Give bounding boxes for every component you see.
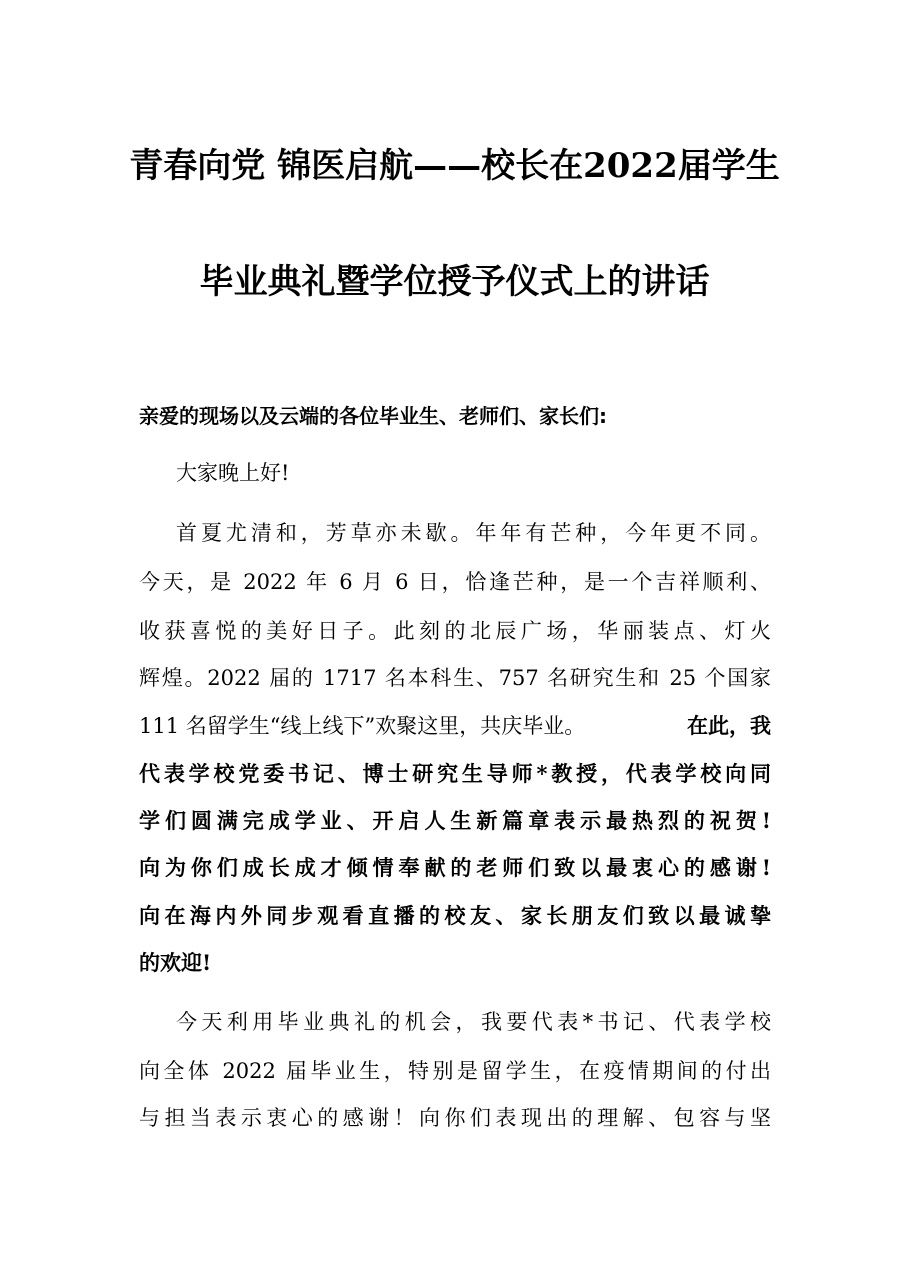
paragraph-1-line-4: 辉煌。2022 届的 1717 名本科生、757 名研究生和 25 个国家 — [139, 666, 771, 690]
paragraph-2-line-3: 与担当表示衷心的感谢！向你们表现出的理解、包容与坚 — [139, 1106, 771, 1130]
document-title-line-1: 青春向党 锦医启航——校长在2022届学生 — [129, 146, 780, 186]
paragraph-2-line-1: 今天利用毕业典礼的机会，我要代表*书记、代表学校 — [176, 1010, 771, 1034]
salutation: 亲爱的现场以及云端的各位毕业生、老师们、家长们: — [139, 404, 607, 428]
paragraph-1-line-8: 向为你们成长成才倾情奉献的老师们致以最衷心的感谢! — [139, 855, 771, 880]
paragraph-2-line-2: 向全体 2022 届毕业生，特别是留学生，在疫情期间的付出 — [139, 1059, 771, 1083]
paragraph-1-line-3: 收获喜悦的美好日子。此刻的北辰广场，华丽装点、灯火 — [139, 619, 771, 643]
paragraph-1-line-7: 学们圆满完成学业、开启人生新篇章表示最热烈的祝贺! — [139, 808, 771, 833]
paragraph-1-line-9: 向在海内外同步观看直播的校友、家长朋友们致以最诚挚 — [139, 903, 771, 928]
paragraph-1-line-5-normal: 111 名留学生“线上线下”欢聚这里，共庆毕业。 — [139, 714, 586, 738]
paragraph-1-line-2: 今天，是 2022 年 6 月 6 日，恰逢芒种，是一个吉祥顺利、 — [139, 570, 771, 594]
paragraph-1-line-5-bold: 在此，我 — [687, 713, 771, 738]
paragraph-1-line-1: 首夏尤清和，芳草亦未歇。年年有芒种，今年更不同。 — [176, 521, 771, 545]
document-title-line-2: 毕业典礼暨学位授予仪式上的讲话 — [199, 262, 710, 302]
paragraph-1-line-10: 的欢迎! — [139, 950, 212, 975]
paragraph-1-line-6: 代表学校党委书记、博士研究生导师*教授，代表学校向同 — [139, 761, 771, 786]
greeting: 大家晚上好! — [176, 461, 290, 485]
paragraph-1-line-5 — [139, 711, 771, 741]
